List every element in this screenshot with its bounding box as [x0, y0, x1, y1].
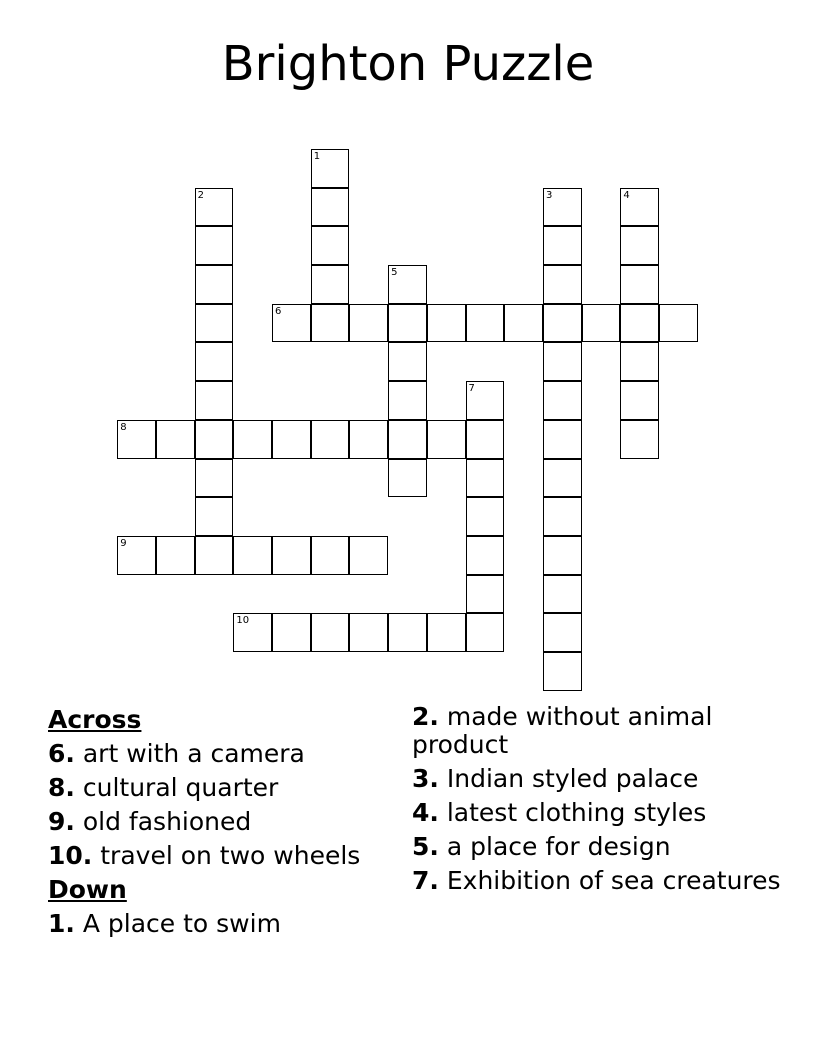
clue-item	[48, 839, 398, 873]
grid-cell[interactable]	[195, 188, 234, 227]
grid-cell[interactable]	[466, 420, 505, 459]
grid-cell[interactable]	[233, 536, 272, 575]
grid-cell[interactable]	[466, 497, 505, 536]
clues-left-column	[48, 703, 398, 941]
grid-cell[interactable]	[582, 304, 621, 343]
grid-cell[interactable]	[427, 420, 466, 459]
grid-cell[interactable]	[233, 613, 272, 652]
grid-cell[interactable]	[543, 420, 582, 459]
grid-cell[interactable]	[195, 265, 234, 304]
clue-number: 9	[120, 537, 127, 549]
clue-number: 4	[623, 189, 630, 201]
grid-cell[interactable]	[195, 342, 234, 381]
grid-cell[interactable]	[466, 459, 505, 498]
grid-cell[interactable]	[466, 575, 505, 614]
grid-cell[interactable]	[543, 613, 582, 652]
down-heading: Down	[48, 875, 127, 904]
grid-cell[interactable]	[543, 536, 582, 575]
grid-cell[interactable]	[620, 342, 659, 381]
grid-cell[interactable]	[311, 420, 350, 459]
clue-item-number: 1.	[48, 909, 75, 938]
grid-cell[interactable]	[272, 304, 311, 343]
grid-cell[interactable]	[466, 304, 505, 343]
clue-item-number: 6.	[48, 739, 75, 768]
grid-cell[interactable]	[195, 304, 234, 343]
grid-cell[interactable]	[156, 536, 195, 575]
grid-cell[interactable]	[620, 188, 659, 227]
grid-cell[interactable]	[195, 420, 234, 459]
clue-item-text: Indian styled palace	[446, 764, 699, 793]
grid-cell[interactable]	[349, 536, 388, 575]
grid-cell[interactable]	[466, 381, 505, 420]
clue-number: 1	[313, 150, 321, 162]
clue-number: 6	[275, 305, 282, 317]
grid-cell[interactable]	[311, 304, 350, 343]
grid-cell[interactable]	[620, 304, 659, 343]
clue-item-number: 7.	[412, 866, 439, 895]
across-heading: Across	[48, 705, 142, 734]
grid-cell[interactable]	[543, 265, 582, 304]
clue-number: 3	[545, 189, 553, 201]
clue-item-text: A place to swim	[82, 909, 281, 938]
clue-item-text: old fashioned	[82, 807, 252, 836]
clue-item-number: 5.	[412, 832, 439, 861]
grid-cell[interactable]	[311, 613, 350, 652]
grid-cell[interactable]	[311, 188, 350, 227]
grid-cell[interactable]	[388, 304, 427, 343]
clue-number: 2	[197, 189, 205, 201]
grid-cell[interactable]	[311, 265, 350, 304]
grid-cell[interactable]	[233, 420, 272, 459]
grid-cell[interactable]	[156, 420, 195, 459]
clue-item-number: 2.	[412, 702, 439, 731]
clue-item	[48, 771, 398, 805]
grid-cell[interactable]	[388, 613, 427, 652]
grid-cell[interactable]	[543, 188, 582, 227]
clue-item-text: travel on two wheels	[100, 841, 361, 870]
grid-cell[interactable]	[388, 420, 427, 459]
grid-cell[interactable]	[349, 613, 388, 652]
clue-item-number: 9.	[48, 807, 75, 836]
grid-cell[interactable]	[543, 342, 582, 381]
clue-item-text: made without animal product	[412, 702, 713, 759]
clue-number: 8	[120, 421, 127, 433]
grid-cell[interactable]	[272, 613, 311, 652]
puzzle-title: Brighton Puzzle	[221, 36, 595, 92]
grid-cell[interactable]	[311, 536, 350, 575]
grid-cell[interactable]	[388, 265, 427, 304]
clue-item-number: 4.	[412, 798, 439, 827]
grid-cell[interactable]	[117, 536, 156, 575]
grid-cell[interactable]	[620, 226, 659, 265]
grid-cell[interactable]	[195, 226, 234, 265]
clue-number: 7	[468, 383, 475, 395]
grid-cell[interactable]	[311, 149, 350, 188]
grid-cell[interactable]	[349, 304, 388, 343]
clue-item-text: a place for design	[446, 832, 671, 861]
grid-cell[interactable]	[543, 304, 582, 343]
grid-cell[interactable]	[195, 381, 234, 420]
grid-cell[interactable]	[117, 420, 156, 459]
grid-cell[interactable]	[388, 381, 427, 420]
grid-cell[interactable]	[388, 459, 427, 498]
grid-cell[interactable]	[349, 420, 388, 459]
clue-item	[412, 833, 782, 861]
grid-cell[interactable]	[195, 497, 234, 536]
grid-cell[interactable]	[466, 613, 505, 652]
grid-cell[interactable]	[466, 536, 505, 575]
grid-cell[interactable]	[620, 420, 659, 459]
grid-cell[interactable]	[427, 304, 466, 343]
clue-item	[48, 737, 398, 771]
clue-item	[412, 765, 782, 793]
grid-cell[interactable]	[543, 652, 582, 691]
clue-item	[48, 805, 398, 839]
clue-item-number: 10.	[48, 841, 93, 870]
grid-cell[interactable]	[504, 304, 543, 343]
grid-cell[interactable]	[543, 459, 582, 498]
grid-cell[interactable]	[195, 536, 234, 575]
grid-cell[interactable]	[543, 381, 582, 420]
down-clue-list-left	[48, 907, 398, 941]
clue-item-text: art with a camera	[82, 739, 305, 768]
grid-cell[interactable]	[620, 381, 659, 420]
grid-cell[interactable]	[543, 575, 582, 614]
grid-cell[interactable]	[311, 226, 350, 265]
grid-cell[interactable]	[543, 497, 582, 536]
clue-item-text: latest clothing styles	[446, 798, 707, 827]
grid-cell[interactable]	[195, 459, 234, 498]
clue-item-number: 3.	[412, 764, 439, 793]
clue-item	[48, 907, 398, 941]
grid-cell[interactable]	[427, 613, 466, 652]
grid-cell[interactable]	[272, 536, 311, 575]
grid-cell[interactable]	[388, 342, 427, 381]
clue-item	[412, 703, 782, 759]
grid-cell[interactable]	[659, 304, 698, 343]
clue-item-number: 8.	[48, 773, 75, 802]
grid-cell[interactable]	[272, 420, 311, 459]
down-clue-list-right	[412, 703, 782, 895]
clues-right-column	[412, 703, 782, 901]
clue-item-text: cultural quarter	[82, 773, 279, 802]
clue-number: 5	[391, 267, 398, 279]
grid-cell[interactable]	[543, 226, 582, 265]
grid-cell[interactable]	[620, 265, 659, 304]
clue-item	[412, 799, 782, 827]
clue-item	[412, 867, 782, 895]
across-clue-list	[48, 737, 398, 873]
clue-item-text: Exhibition of sea creatures	[446, 866, 781, 895]
clue-number: 10	[236, 615, 250, 627]
